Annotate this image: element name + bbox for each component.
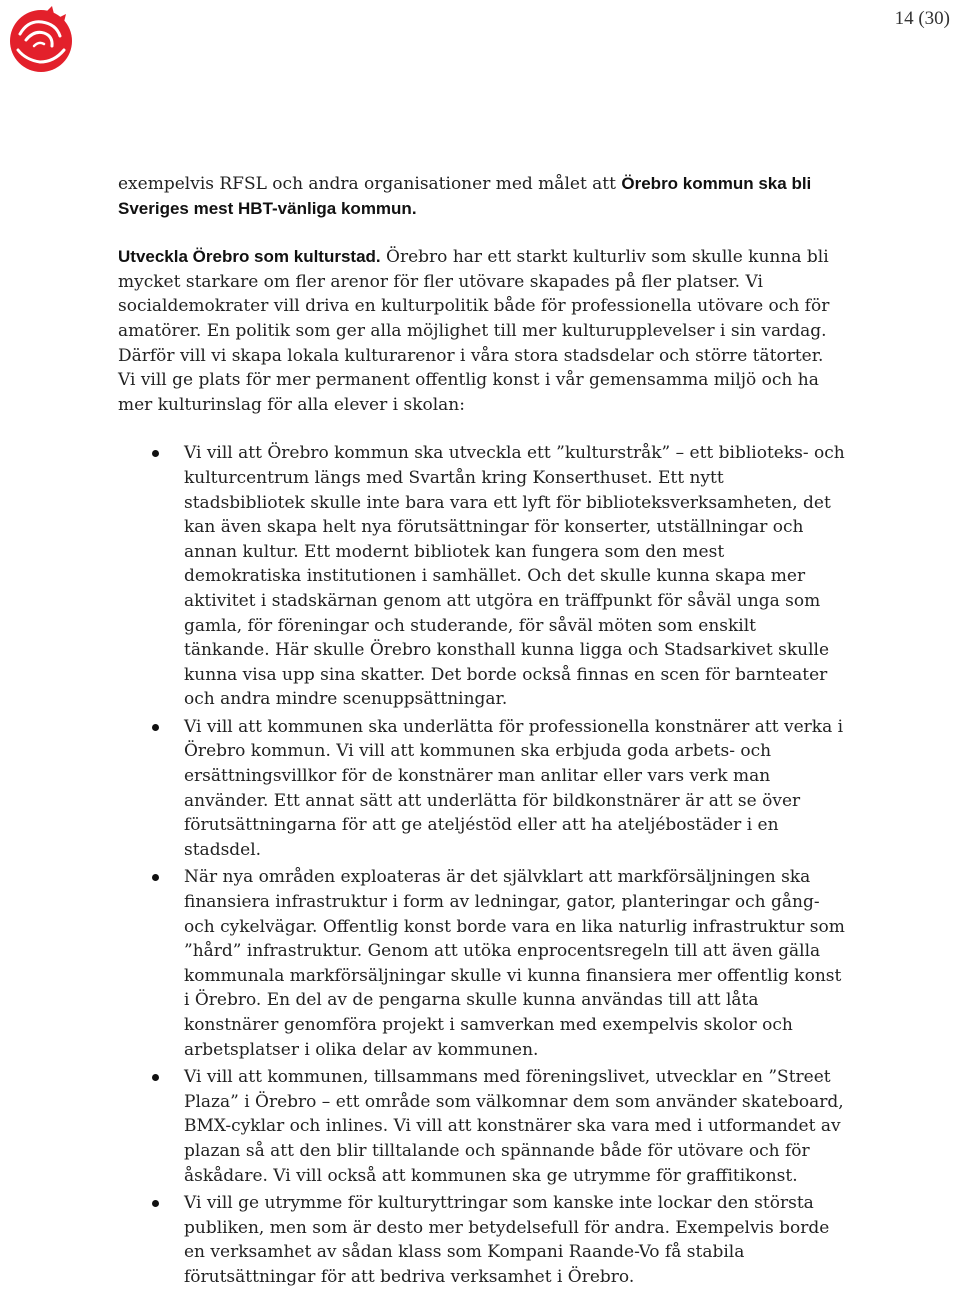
culture-heading: Utveckla Örebro som kulturstad. bbox=[118, 247, 381, 267]
list-item-text: Vi vill ge utrymme för kulturyttringar som kanske inte lockar den största publiken, men som är desto mer betydelsefull för andra. Exempelvis borde en verksamhet av sådan klass som Kompani Raande-Vo få stabila förutsättningar för att bedriva verksamhet i Örebro. bbox=[184, 1193, 830, 1287]
intro-paragraph bbox=[118, 172, 846, 221]
list-item bbox=[118, 865, 846, 1062]
list-item bbox=[118, 441, 846, 712]
intro-text: exempelvis RFSL och andra organisationer med målet att bbox=[118, 174, 622, 194]
bullet-icon bbox=[152, 1200, 159, 1207]
culture-paragraph bbox=[118, 245, 846, 417]
page-number: 14 (30) bbox=[894, 8, 950, 29]
document-body bbox=[118, 172, 846, 1293]
bullet-icon bbox=[152, 724, 159, 731]
list-item-text: När nya områden exploateras är det självklart att markförsäljningen ska finansiera infrastruktur i form av ledningar, gator, planteringar och gång- och cykelvägar. Offentlig konst borde vara en lika naturlig infrastruktur som ”hård” infrastruktur. Genom att utöka enprocentsregeln till att även gälla kommunala markförsäljningar skulle vi kunna finansiera mer offentlig konst i Örebro. En del av de pengarna skulle kunna användas till att låta konstnärer genomföra projekt i samverkan med exempelvis skolor och arbetsplatser i olika delar av kommunen. bbox=[184, 867, 845, 1060]
culture-text: Örebro har ett starkt kulturliv som skulle kunna bli mycket starkare om fler arenor för fler utövare skapades på fler platser. Vi socialdemokrater vill driva en kulturpolitik både för professionella utövare och för amatörer. En politik som ger alla möjlighet till mer kulturupplevelser i sin vardag. Därför vill vi skapa lokala kulturarenor i våra stora stadsdelar och större tätorter. Vi vill ge plats för mer permanent offentlig konst i vår gemensamma miljö och ha mer kulturinslag för alla elever i skolan: bbox=[118, 247, 830, 415]
list-item bbox=[118, 715, 846, 863]
proposal-list bbox=[118, 441, 846, 1289]
list-item-text: Vi vill att Örebro kommun ska utveckla ett ”kulturstråk” – ett biblioteks- och kulturcentrum längs med Svartån kring Konserthuset. Ett nytt stadsbibliotek skulle inte bara vara ett lyft för biblioteksverksamheten, det kan även skapa helt nya förutsättningar för konserter, utställningar och annan kultur. Ett modernt bibliotek kan fungera som den mest demokratiska institutionen i samhället. Och det skulle kunna skapa mer aktivitet i stadskärnan genom att utgöra en träffpunkt för såväl unga som gamla, för föreningar och studerande, för såväl möten som enskilt tänkande. Här skulle Örebro konsthall kunna ligga och Stadsarkivet skulle kunna visa upp sina skatter. Det borde också finnas en scen för barnteater och andra mindre scenuppsättningar. bbox=[184, 443, 845, 710]
bullet-icon bbox=[152, 1074, 159, 1081]
list-item-text: Vi vill att kommunen, tillsammans med föreningslivet, utvecklar en ”Street Plaza” i Örebro – ett område som välkomnar dem som använder skateboard, BMX-cyklar och inlines. Vi vill att konstnärer ska vara med i utformandet av plazan så att den blir tilltalande och spännande både för utövare och för åskådare. Vi vill också att kommunen ska ge utrymme för graffitikonst. bbox=[184, 1067, 844, 1186]
list-item-text: Vi vill att kommunen ska underlätta för professionella konstnärer att verka i Örebro kommun. Vi vill att kommunen ska erbjuda goda arbets- och ersättningsvillkor för de konstnärer man anlitar eller vars verk man använder. Ett annat sätt att underlätta för bildkonstnärer är att se över förutsättningarna för att ge ateljéstöd eller att ha ateljébostäder i en stadsdel. bbox=[184, 716, 844, 860]
bullet-icon bbox=[152, 874, 159, 881]
red-rose-logo-icon bbox=[6, 4, 76, 74]
intro-bold-goal: Örebro kommun ska bli Sveriges mest HBT-vänliga kommun. bbox=[118, 174, 812, 218]
list-item bbox=[118, 1065, 846, 1188]
bullet-icon bbox=[152, 450, 159, 457]
